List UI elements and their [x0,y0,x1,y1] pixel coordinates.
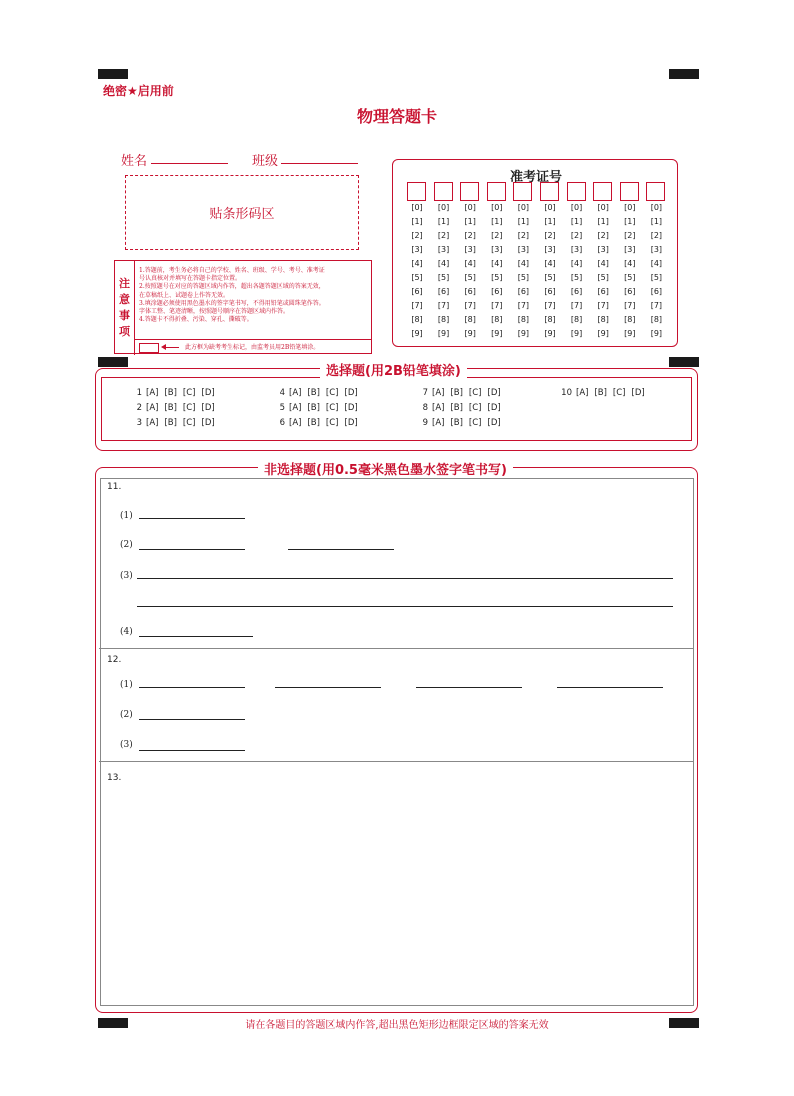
exam-id-digit-option[interactable]: [7] [624,301,636,310]
exam-id-digit-option[interactable]: [7] [597,301,609,310]
class-label: 班级 [252,154,279,169]
exam-id-digit-option[interactable]: [4] [491,259,503,268]
exam-id-digit-option[interactable]: [1] [464,217,476,226]
mc-question-number: 5 [279,403,285,413]
exam-id-digit-option[interactable]: [4] [650,259,663,268]
page-title: 物理答题卡 [356,107,437,126]
exam-id-digit-option[interactable]: [2] [411,231,423,240]
mc-question-number: 2 [136,403,142,413]
exam-id-digit-box[interactable] [646,182,665,201]
question-11-number: 11. [107,482,122,492]
secret-label: 绝密★启用前 [103,84,174,98]
exam-id-digit-option[interactable]: [9] [491,329,503,338]
mc-question-row [416,388,507,398]
registration-mark-mid-left [98,357,128,367]
mc-answer-option[interactable]: [C] [612,388,626,398]
registration-mark-mid-right [669,357,699,367]
q11-part-4-label: (4) [120,627,133,637]
exam-id-digit-option[interactable]: [6] [491,287,503,296]
exam-id-digit-option[interactable]: [7] [517,301,530,310]
exam-id-digit-option[interactable]: [7] [544,301,556,310]
exam-id-digit-option[interactable]: [8] [411,315,423,324]
exam-id-title: 准考证号 [509,170,562,185]
exam-id-digit-option[interactable]: [2] [491,231,503,240]
exam-id-digit-option[interactable]: [0] [544,203,556,212]
mc-answer-option[interactable]: [C] [468,388,482,398]
mc-question-number: 6 [279,418,285,428]
mc-answer-option[interactable]: [C] [182,388,196,398]
exam-id-digit-option[interactable]: [7] [650,301,663,310]
exam-id-digit-box[interactable] [407,182,426,201]
exam-id-digit-option[interactable]: [3] [411,245,423,254]
exam-id-digit-option[interactable]: [1] [597,217,609,226]
mc-answer-option[interactable]: [D] [344,403,358,413]
exam-id-digit-option[interactable]: [8] [464,315,476,324]
q12-part-1-answer-line-d[interactable] [557,687,663,688]
mc-answer-option[interactable]: [C] [182,403,196,413]
mc-answer-option[interactable]: [D] [487,418,501,428]
exam-id-digit-option[interactable]: [4] [464,259,476,268]
exam-id-digit-option[interactable]: [3] [544,245,556,254]
mc-question-row [416,403,507,413]
exam-id-digit-option[interactable]: [7] [570,301,583,310]
exam-id-digit-option[interactable]: [3] [437,245,450,254]
note-line: 号认真核对并填写在答题卡指定位置。 [139,275,242,283]
exam-id-digit-option[interactable]: [6] [570,287,583,296]
exam-id-digit-option[interactable]: [0] [570,203,583,212]
note-line: 在草稿纸上、试题卷上作答无效。 [139,291,230,299]
mc-answer-option[interactable]: [B] [164,418,177,428]
exam-id-digit-option[interactable]: [7] [491,301,503,310]
mc-answer-option[interactable]: [B] [450,403,463,413]
exam-id-digit-column [459,182,481,341]
mc-question-row [273,418,364,428]
exam-id-digit-option[interactable]: [0] [464,203,476,212]
exam-id-digit-option[interactable]: [2] [544,231,556,240]
exam-id-digit-option[interactable]: [5] [650,273,663,282]
q11-part-3-answer-line-b[interactable] [137,606,673,607]
footer-warning: 请在各题目的答题区域内作答,超出黑色矩形边框限定区域的答案无效 [245,1020,549,1031]
exam-id-digit-option[interactable]: [5] [437,273,450,282]
exam-id-digit-box[interactable] [567,182,586,201]
exam-id-digit-box[interactable] [540,182,559,201]
exam-id-digit-option[interactable]: [8] [597,315,609,324]
exam-id-digit-option[interactable]: [0] [597,203,609,212]
exam-id-digit-option[interactable]: [8] [491,315,503,324]
exam-id-digit-option[interactable]: [0] [624,203,636,212]
q11-part-4-answer-line[interactable] [139,636,253,637]
mc-question-number: 9 [422,418,428,428]
exam-id-digit-option[interactable]: [1] [437,217,450,226]
exam-id-digit-column [486,182,508,341]
exam-id-digit-option[interactable]: [3] [650,245,663,254]
mc-answer-option[interactable]: [D] [631,388,645,398]
mc-answer-option[interactable]: [D] [201,388,215,398]
exam-id-digit-option[interactable]: [9] [437,329,450,338]
mc-answer-option[interactable]: [C] [325,418,339,428]
q12-part-1-answer-line-a[interactable] [139,687,245,688]
absent-marker-row [135,339,371,355]
exam-id-digit-option[interactable]: [7] [437,301,450,310]
mc-answer-option[interactable]: [A] [289,418,302,428]
notes-heading [115,261,135,355]
exam-id-digit-option[interactable]: [3] [464,245,476,254]
mc-question-row [130,388,221,398]
exam-id-digit-option[interactable]: [5] [517,273,530,282]
mc-answer-option[interactable]: [A] [289,388,302,398]
absent-marker-text: 此方框为缺考考生标记，由监考员用2B铅笔填涂。 [185,344,320,351]
exam-id-digit-option[interactable]: [0] [650,203,663,212]
mc-answer-option[interactable]: [B] [594,388,607,398]
q11-part-2-answer-line-b[interactable] [288,549,394,550]
exam-id-digit-column [512,182,534,341]
q11-part-1-answer-line[interactable] [139,518,245,519]
mc-answer-option[interactable]: [C] [468,403,482,413]
exam-id-digit-option[interactable]: [5] [411,273,423,282]
mc-question-number: 8 [422,403,428,413]
free-response-title: 非选择题(用0.5毫米黑色墨水签字笔书写) [258,459,513,478]
exam-id-digit-column [619,182,641,341]
exam-id-digit-box[interactable] [593,182,612,201]
mc-answer-option[interactable]: [D] [487,403,501,413]
exam-id-digit-option[interactable]: [6] [437,287,450,296]
q11-part-1-label: (1) [120,511,133,521]
mc-answer-option[interactable]: [A] [432,418,445,428]
exam-id-digit-option[interactable]: [2] [624,231,636,240]
exam-id-digit-option[interactable]: [1] [544,217,556,226]
mc-question-row [560,388,651,398]
barcode-label: 贴条形码区 [209,207,275,222]
exam-id-digit-box[interactable] [460,182,479,201]
mc-answer-option[interactable]: [B] [450,418,463,428]
exam-id-digit-column [433,182,455,341]
exam-id-digit-option[interactable]: [5] [570,273,583,282]
mc-answer-option[interactable]: [A] [146,388,159,398]
exam-id-digit-option[interactable]: [6] [517,287,530,296]
exam-id-digit-option[interactable]: [2] [597,231,609,240]
mc-answer-option[interactable]: [D] [487,388,501,398]
name-field[interactable] [151,163,228,164]
notes-heading-char: 意 [119,293,130,306]
exam-id-digit-box[interactable] [513,182,532,201]
mc-question-row [273,388,364,398]
exam-id-digit-option[interactable]: [4] [544,259,556,268]
question-12-number: 12. [107,655,122,665]
registration-mark-top-left [98,69,128,79]
exam-id-digit-option[interactable]: [7] [411,301,423,310]
exam-id-digit-option[interactable]: [2] [517,231,530,240]
exam-id-digit-option[interactable]: [5] [624,273,636,282]
exam-id-digit-option[interactable]: [8] [570,315,583,324]
exam-id-digit-option[interactable]: [6] [464,287,476,296]
mc-answer-option[interactable]: [C] [325,403,339,413]
notes-heading-char: 事 [119,309,130,322]
note-line: 3.填涂题必须使用黑色墨水的签字笔书写，不得用铅笔或圆珠笔作答。 [139,299,325,307]
exam-id-digit-option[interactable]: [8] [650,315,663,324]
mc-answer-option[interactable]: [D] [344,388,358,398]
note-line: 2.按照题号在对应的答题区域内作答，超出各题答题区域的答案无效， [139,283,325,291]
exam-id-digit-option[interactable]: [5] [491,273,503,282]
mc-answer-option[interactable]: [B] [164,403,177,413]
mc-question-number: 1 [136,388,142,398]
exam-id-digit-option[interactable]: [1] [570,217,583,226]
mc-answer-option[interactable]: [C] [325,388,339,398]
exam-id-digit-option[interactable]: [6] [624,287,636,296]
notes-heading-char: 注 [119,277,130,290]
exam-id-digit-option[interactable]: [3] [491,245,503,254]
exam-id-digit-option[interactable]: [0] [491,203,503,212]
exam-id-box [392,159,678,347]
exam-id-digit-option[interactable]: [9] [597,329,609,338]
exam-id-digit-option[interactable]: [2] [437,231,450,240]
mc-answer-option[interactable]: [A] [432,403,445,413]
mc-answer-option[interactable]: [B] [450,388,463,398]
mc-question-row [416,418,507,428]
exam-id-digit-option[interactable]: [4] [597,259,609,268]
exam-id-digit-column [539,182,561,341]
exam-id-digit-box[interactable] [487,182,506,201]
mc-answer-option[interactable]: [A] [432,388,445,398]
exam-id-digit-option[interactable]: [6] [544,287,556,296]
q12-part-3-label: (3) [120,740,133,750]
mc-answer-option[interactable]: [B] [307,388,320,398]
question-13-number: 13. [107,773,122,783]
exam-id-digit-option[interactable]: [8] [544,315,556,324]
mc-question-number: 4 [279,388,285,398]
mc-question-row [130,403,221,413]
multiple-choice-title: 选择题(用2B铅笔填涂) [320,360,467,379]
exam-id-digit-option[interactable]: [1] [624,217,636,226]
mc-answer-option[interactable]: [D] [344,418,358,428]
arrow-line [163,347,179,348]
exam-id-digit-option[interactable]: [0] [517,203,530,212]
q12-part-2-label: (2) [120,710,133,720]
exam-id-digit-option[interactable]: [2] [650,231,663,240]
mc-question-number: 7 [422,388,428,398]
exam-id-digit-option[interactable]: [4] [624,259,636,268]
exam-id-digit-column [592,182,614,341]
exam-id-digit-option[interactable]: [9] [570,329,583,338]
q12-part-3-answer-line[interactable] [139,750,245,751]
q11-part-3-label: (3) [120,571,133,581]
q11-part-3-answer-line-a[interactable] [137,578,673,579]
exam-id-digit-option[interactable]: [2] [570,231,583,240]
exam-id-digit-option[interactable]: [9] [650,329,663,338]
exam-id-digit-option[interactable]: [9] [624,329,636,338]
exam-id-digit-option[interactable]: [8] [437,315,450,324]
exam-id-digit-option[interactable]: [2] [464,231,476,240]
mc-answer-option[interactable]: [A] [146,403,159,413]
class-field[interactable] [281,163,358,164]
exam-id-digit-option[interactable]: [3] [624,245,636,254]
divider-q12-q13 [99,761,693,762]
exam-id-digit-option[interactable]: [5] [464,273,476,282]
mc-question-row [130,418,221,428]
q12-part-1-answer-line-b[interactable] [275,687,381,688]
mc-answer-option[interactable]: [A] [289,403,302,413]
q12-part-2-answer-line[interactable] [139,719,245,720]
mc-answer-option[interactable]: [B] [307,418,320,428]
exam-id-digit-option[interactable]: [1] [650,217,663,226]
exam-id-digit-option[interactable]: [3] [570,245,583,254]
q11-part-2-label: (2) [120,540,133,550]
exam-id-digit-option[interactable]: [4] [437,259,450,268]
exam-id-digit-option[interactable]: [6] [411,287,423,296]
barcode-area [125,175,359,250]
notes-box [114,260,372,354]
notes-body [139,267,369,324]
q12-part-1-answer-line-c[interactable] [416,687,522,688]
mc-question-number: 10 [561,388,572,398]
exam-id-digit-option[interactable]: [9] [464,329,476,338]
note-line: 字体工整、笔迹清晰，按照题号顺序在答题区域内作答。 [139,308,290,316]
divider-q11-q12 [99,648,693,649]
notes-heading-char: 项 [119,325,130,338]
mc-question-number: 3 [136,418,142,428]
note-line: 4.答题卡不得折叠、污染、穿孔、撕破等。 [139,316,253,324]
mc-answer-option[interactable]: [A] [146,418,159,428]
exam-id-digit-column [566,182,588,341]
exam-id-digit-option[interactable]: [6] [650,287,663,296]
mc-answer-option[interactable]: [B] [307,403,320,413]
registration-mark-top-right [669,69,699,79]
q11-part-2-answer-line-a[interactable] [139,549,245,550]
exam-id-digit-option[interactable]: [5] [597,273,609,282]
exam-id-digit-option[interactable]: [0] [437,203,450,212]
exam-id-digit-option[interactable]: [9] [411,329,423,338]
exam-id-digit-column [406,182,428,341]
q12-part-1-label: (1) [120,680,133,690]
exam-id-digit-option[interactable]: [0] [411,203,423,212]
exam-id-digit-option[interactable]: [5] [544,273,556,282]
exam-id-digit-option[interactable]: [8] [517,315,530,324]
exam-id-digit-option[interactable]: [1] [411,217,423,226]
name-label: 姓名 [121,154,148,169]
q13-answer-area[interactable] [100,790,692,1004]
exam-id-digit-option[interactable]: [1] [491,217,503,226]
mc-answer-option[interactable]: [A] [576,388,589,398]
exam-id-digit-box[interactable] [620,182,639,201]
mc-answer-option[interactable]: [C] [468,418,482,428]
exam-id-digit-option[interactable]: [1] [517,217,530,226]
note-line: 1.答题前，考生务必将自己的学校、姓名、班级、学号、考号、准考证 [139,267,325,274]
exam-id-digit-column [645,182,667,341]
exam-id-digit-option[interactable]: [3] [597,245,609,254]
exam-id-digit-option[interactable]: [7] [464,301,476,310]
exam-id-digit-option[interactable]: [4] [411,259,423,268]
exam-id-digit-option[interactable]: [8] [624,315,636,324]
exam-id-digit-option[interactable]: [6] [597,287,609,296]
mc-answer-option[interactable]: [D] [201,403,215,413]
exam-id-digit-option[interactable]: [4] [517,259,530,268]
exam-id-digit-option[interactable]: [9] [544,329,556,338]
exam-id-digit-option[interactable]: [9] [517,329,530,338]
exam-id-digit-option[interactable]: [4] [570,259,583,268]
mc-answer-option[interactable]: [C] [182,418,196,428]
exam-id-digit-option[interactable]: [3] [517,245,530,254]
mc-answer-option[interactable]: [D] [201,418,215,428]
exam-id-digit-box[interactable] [434,182,453,201]
absent-marker-checkbox[interactable] [139,343,159,353]
mc-answer-option[interactable]: [B] [164,388,177,398]
mc-question-row [273,403,364,413]
